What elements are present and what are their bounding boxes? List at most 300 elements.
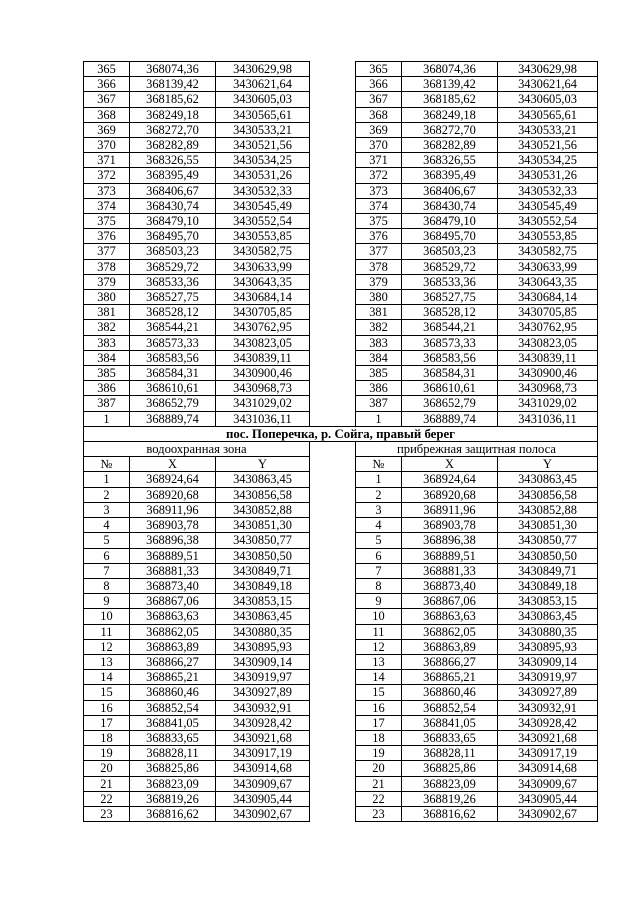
- left-point-number: 12: [84, 639, 130, 654]
- column-gap: [310, 77, 356, 92]
- right-x-coordinate: 368573,33: [402, 335, 498, 350]
- right-y-coordinate: 3430850,77: [498, 533, 598, 548]
- left-x-coordinate: 368074,36: [130, 62, 216, 77]
- left-x-coordinate: 368866,27: [130, 654, 216, 669]
- column-gap: [310, 457, 356, 472]
- right-x-coordinate: 368533,36: [402, 274, 498, 289]
- right-point-number: 22: [356, 791, 402, 806]
- right-x-coordinate: 368527,75: [402, 290, 498, 305]
- table-row: [84, 214, 598, 229]
- left-y-coordinate: 3430582,75: [216, 244, 310, 259]
- right-x-coordinate: 368920,68: [402, 487, 498, 502]
- left-x-coordinate: 368867,06: [130, 594, 216, 609]
- right-point-number: 383: [356, 335, 402, 350]
- right-y-coordinate: 3430633,99: [498, 259, 598, 274]
- column-gap: [310, 578, 356, 593]
- column-gap: [310, 138, 356, 153]
- column-gap: [310, 518, 356, 533]
- left-x-coordinate: 368395,49: [130, 168, 216, 183]
- column-gap: [310, 396, 356, 411]
- table-row: [84, 472, 598, 487]
- left-x-coordinate: 368527,75: [130, 290, 216, 305]
- column-gap: [310, 244, 356, 259]
- column-gap: [310, 411, 356, 426]
- left-point-number: 377: [84, 244, 130, 259]
- right-x-coordinate: 368495,70: [402, 229, 498, 244]
- right-x-coordinate: 368326,55: [402, 153, 498, 168]
- left-y-coordinate: 3430902,67: [216, 806, 310, 821]
- left-zone-title: водоохранная зона: [84, 442, 310, 457]
- table-row: [84, 761, 598, 776]
- right-point-number: 18: [356, 730, 402, 745]
- left-x-coordinate: 368584,31: [130, 366, 216, 381]
- left-x-coordinate: 368272,70: [130, 122, 216, 137]
- left-x-coordinate: 368544,21: [130, 320, 216, 335]
- table-row: [84, 806, 598, 821]
- table-row: [84, 548, 598, 563]
- column-gap: [310, 229, 356, 244]
- left-point-number: 6: [84, 548, 130, 563]
- left-y-coordinate: 3431036,11: [216, 411, 310, 426]
- right-number-header: №: [356, 457, 402, 472]
- right-x-coordinate: 368863,63: [402, 609, 498, 624]
- left-point-number: 1: [84, 472, 130, 487]
- table-row: [84, 776, 598, 791]
- table-row: [84, 518, 598, 533]
- left-y-coordinate: 3430900,46: [216, 366, 310, 381]
- left-x-coordinate: 368865,21: [130, 670, 216, 685]
- left-point-number: 23: [84, 806, 130, 821]
- right-y-coordinate: 3430968,73: [498, 381, 598, 396]
- left-x-coordinate: 368139,42: [130, 77, 216, 92]
- left-y-coordinate: 3430553,85: [216, 229, 310, 244]
- right-y-coordinate: 3430921,68: [498, 730, 598, 745]
- left-point-number: 369: [84, 122, 130, 137]
- left-x-coordinate: 368503,23: [130, 244, 216, 259]
- left-point-number: 367: [84, 92, 130, 107]
- column-gap: [310, 122, 356, 137]
- left-y-coordinate: 3430521,56: [216, 138, 310, 153]
- right-y-coordinate: 3430531,26: [498, 168, 598, 183]
- table-row: [84, 244, 598, 259]
- right-point-number: 15: [356, 685, 402, 700]
- right-x-coordinate: 368074,36: [402, 62, 498, 77]
- left-y-coordinate: 3430762,95: [216, 320, 310, 335]
- left-x-coordinate: 368828,11: [130, 746, 216, 761]
- table-row: [84, 746, 598, 761]
- left-x-coordinate: 368823,09: [130, 776, 216, 791]
- column-gap: [310, 62, 356, 77]
- table-row: [84, 107, 598, 122]
- left-y-coordinate: 3430880,35: [216, 624, 310, 639]
- left-point-number: 380: [84, 290, 130, 305]
- left-x-coordinate: 368652,79: [130, 396, 216, 411]
- left-point-number: 381: [84, 305, 130, 320]
- right-x-coordinate: 368896,38: [402, 533, 498, 548]
- right-y-coordinate: 3430762,95: [498, 320, 598, 335]
- right-point-number: 23: [356, 806, 402, 821]
- table-row: [84, 335, 598, 350]
- right-x-coordinate: 368528,12: [402, 305, 498, 320]
- column-gap: [310, 548, 356, 563]
- right-point-number: 385: [356, 366, 402, 381]
- left-x-coordinate: 368825,86: [130, 761, 216, 776]
- right-zone-title: прибрежная защитная полоса: [356, 442, 598, 457]
- right-x-coordinate: 368841,05: [402, 715, 498, 730]
- column-gap: [310, 791, 356, 806]
- left-y-coordinate: 3430850,77: [216, 533, 310, 548]
- right-point-number: 11: [356, 624, 402, 639]
- table-row: [84, 198, 598, 213]
- left-x-coordinate: 368583,56: [130, 350, 216, 365]
- table-row: [84, 730, 598, 745]
- left-x-coordinate: 368881,33: [130, 563, 216, 578]
- left-y-coordinate: 3430534,25: [216, 153, 310, 168]
- table-row: [84, 670, 598, 685]
- left-x-coordinate: 368816,62: [130, 806, 216, 821]
- left-point-number: 376: [84, 229, 130, 244]
- right-x-coordinate: 368833,65: [402, 730, 498, 745]
- left-y-coordinate: 3430545,49: [216, 198, 310, 213]
- right-point-number: 378: [356, 259, 402, 274]
- left-y-coordinate: 3430909,67: [216, 776, 310, 791]
- column-gap: [310, 685, 356, 700]
- right-y-coordinate: 3430839,11: [498, 350, 598, 365]
- table-row: [84, 594, 598, 609]
- table-row: [84, 350, 598, 365]
- right-y-coordinate: 3430909,14: [498, 654, 598, 669]
- right-point-number: 20: [356, 761, 402, 776]
- right-x-coordinate: 368544,21: [402, 320, 498, 335]
- left-y-coordinate: 3430823,05: [216, 335, 310, 350]
- table-row: [84, 259, 598, 274]
- right-y-coordinate: 3430851,30: [498, 518, 598, 533]
- left-y-coordinate: 3430914,68: [216, 761, 310, 776]
- column-gap: [310, 639, 356, 654]
- right-x-coordinate: 368865,21: [402, 670, 498, 685]
- left-x-coordinate: 368889,51: [130, 548, 216, 563]
- table-row: [84, 290, 598, 305]
- column-gap: [310, 594, 356, 609]
- left-point-number: 13: [84, 654, 130, 669]
- right-x-coordinate: 368823,09: [402, 776, 498, 791]
- column-gap: [310, 305, 356, 320]
- right-y-coordinate: 3430909,67: [498, 776, 598, 791]
- right-point-number: 6: [356, 548, 402, 563]
- table-row: [84, 77, 598, 92]
- right-point-number: 370: [356, 138, 402, 153]
- column-gap: [310, 487, 356, 502]
- right-point-number: 8: [356, 578, 402, 593]
- column-gap: [310, 290, 356, 305]
- right-x-coordinate: 368584,31: [402, 366, 498, 381]
- left-y-coordinate: 3430621,64: [216, 77, 310, 92]
- left-y-coordinate: 3430532,33: [216, 183, 310, 198]
- left-point-number: 9: [84, 594, 130, 609]
- right-x-coordinate: 368924,64: [402, 472, 498, 487]
- left-x-coordinate: 368852,54: [130, 700, 216, 715]
- left-x-coordinate: 368430,74: [130, 198, 216, 213]
- column-gap: [310, 198, 356, 213]
- left-x-coordinate: 368533,36: [130, 274, 216, 289]
- right-y-coordinate: 3430582,75: [498, 244, 598, 259]
- right-x-coordinate: 368529,72: [402, 259, 498, 274]
- table-row: [84, 639, 598, 654]
- right-point-number: 367: [356, 92, 402, 107]
- left-x-coordinate: 368326,55: [130, 153, 216, 168]
- left-point-number: 365: [84, 62, 130, 77]
- left-point-number: 370: [84, 138, 130, 153]
- right-y-coordinate: 3430863,45: [498, 609, 598, 624]
- right-point-number: 366: [356, 77, 402, 92]
- right-y-coordinate: 3430552,54: [498, 214, 598, 229]
- table-row: [84, 229, 598, 244]
- bottom-coordinates-body: [84, 472, 598, 822]
- right-x-coordinate: 368881,33: [402, 563, 498, 578]
- table-row: [84, 654, 598, 669]
- left-point-number: 17: [84, 715, 130, 730]
- right-x-coordinate: 368816,62: [402, 806, 498, 821]
- right-x-coordinate: 368430,74: [402, 198, 498, 213]
- column-gap: [310, 274, 356, 289]
- left-y-coordinate: 3430968,73: [216, 381, 310, 396]
- table-row: [84, 138, 598, 153]
- right-y-coordinate: 3430905,44: [498, 791, 598, 806]
- right-point-number: 10: [356, 609, 402, 624]
- right-point-number: 17: [356, 715, 402, 730]
- table-row: [84, 92, 598, 107]
- left-y-coordinate: 3430605,03: [216, 92, 310, 107]
- right-x-coordinate: 368873,40: [402, 578, 498, 593]
- left-x-coordinate: 368873,40: [130, 578, 216, 593]
- right-x-coordinate: 368863,89: [402, 639, 498, 654]
- left-point-number: 16: [84, 700, 130, 715]
- column-gap: [310, 350, 356, 365]
- left-x-coordinate: 368479,10: [130, 214, 216, 229]
- left-x-coordinate: 368573,33: [130, 335, 216, 350]
- left-x-coordinate: 368529,72: [130, 259, 216, 274]
- table-row: [84, 305, 598, 320]
- right-y-coordinate: 3430545,49: [498, 198, 598, 213]
- right-point-number: 368: [356, 107, 402, 122]
- right-x-coordinate: 368889,51: [402, 548, 498, 563]
- left-y-coordinate: 3430919,97: [216, 670, 310, 685]
- column-gap: [310, 746, 356, 761]
- column-gap: [310, 776, 356, 791]
- right-y-coordinate: 3430643,35: [498, 274, 598, 289]
- coordinates-table: [83, 61, 598, 822]
- right-point-number: 371: [356, 153, 402, 168]
- right-y-coordinate: 3431036,11: [498, 411, 598, 426]
- right-point-number: 374: [356, 198, 402, 213]
- left-point-number: 18: [84, 730, 130, 745]
- right-y-coordinate: 3430849,71: [498, 563, 598, 578]
- right-y-coordinate: 3430895,93: [498, 639, 598, 654]
- column-gap: [310, 183, 356, 198]
- right-y-coordinate: 3430534,25: [498, 153, 598, 168]
- right-x-coordinate: 368406,67: [402, 183, 498, 198]
- right-x-coordinate: 368819,26: [402, 791, 498, 806]
- left-y-coordinate: 3430851,30: [216, 518, 310, 533]
- left-x-coordinate: 368889,74: [130, 411, 216, 426]
- left-x-coordinate: 368495,70: [130, 229, 216, 244]
- left-x-coordinate: 368406,67: [130, 183, 216, 198]
- table-row: [84, 153, 598, 168]
- left-x-coordinate: 368860,46: [130, 685, 216, 700]
- right-point-number: 375: [356, 214, 402, 229]
- left-point-number: 14: [84, 670, 130, 685]
- right-y-coordinate: 3430928,42: [498, 715, 598, 730]
- right-y-coordinate: 3430565,61: [498, 107, 598, 122]
- left-point-number: 8: [84, 578, 130, 593]
- right-point-number: 12: [356, 639, 402, 654]
- right-point-number: 382: [356, 320, 402, 335]
- right-y-coordinate: 3430605,03: [498, 92, 598, 107]
- section-title: пос. Поперечка, р. Сойга, правый берег: [84, 426, 598, 441]
- right-point-number: 7: [356, 563, 402, 578]
- right-point-number: 380: [356, 290, 402, 305]
- column-gap: [310, 168, 356, 183]
- right-y-coordinate: 3431029,02: [498, 396, 598, 411]
- left-y-coordinate: 3430684,14: [216, 290, 310, 305]
- right-x-coordinate: 368503,23: [402, 244, 498, 259]
- left-x-header: X: [130, 457, 216, 472]
- left-x-coordinate: 368911,96: [130, 502, 216, 517]
- left-point-number: 378: [84, 259, 130, 274]
- right-x-coordinate: 368583,56: [402, 350, 498, 365]
- left-point-number: 387: [84, 396, 130, 411]
- column-gap: [310, 730, 356, 745]
- left-y-coordinate: 3430533,21: [216, 122, 310, 137]
- column-gap: [310, 624, 356, 639]
- column-gap: [310, 563, 356, 578]
- left-y-coordinate: 3430856,58: [216, 487, 310, 502]
- column-gap: [310, 654, 356, 669]
- left-point-number: 371: [84, 153, 130, 168]
- right-y-header: Y: [498, 457, 598, 472]
- column-gap: [310, 670, 356, 685]
- left-point-number: 374: [84, 198, 130, 213]
- column-gap: [310, 153, 356, 168]
- left-x-coordinate: 368863,63: [130, 609, 216, 624]
- table-row: [84, 624, 598, 639]
- table-row: [84, 563, 598, 578]
- right-point-number: 377: [356, 244, 402, 259]
- left-y-coordinate: 3430927,89: [216, 685, 310, 700]
- column-gap: [310, 502, 356, 517]
- left-point-number: 1: [84, 411, 130, 426]
- left-number-header: №: [84, 457, 130, 472]
- right-y-coordinate: 3430932,91: [498, 700, 598, 715]
- right-x-coordinate: 368185,62: [402, 92, 498, 107]
- left-y-coordinate: 3430909,14: [216, 654, 310, 669]
- table-row: [84, 122, 598, 137]
- right-y-coordinate: 3430553,85: [498, 229, 598, 244]
- right-point-number: 372: [356, 168, 402, 183]
- top-coordinates-body: [84, 62, 598, 427]
- left-point-number: 368: [84, 107, 130, 122]
- left-x-coordinate: 368528,12: [130, 305, 216, 320]
- right-x-coordinate: 368889,74: [402, 411, 498, 426]
- left-x-coordinate: 368862,05: [130, 624, 216, 639]
- table-row: [84, 578, 598, 593]
- left-x-coordinate: 368841,05: [130, 715, 216, 730]
- left-x-coordinate: 368282,89: [130, 138, 216, 153]
- right-x-coordinate: 368652,79: [402, 396, 498, 411]
- column-gap: [310, 533, 356, 548]
- left-point-number: 379: [84, 274, 130, 289]
- table-row: [84, 320, 598, 335]
- left-y-coordinate: 3430853,15: [216, 594, 310, 609]
- column-gap: [310, 700, 356, 715]
- right-y-coordinate: 3430533,21: [498, 122, 598, 137]
- right-x-coordinate: 368282,89: [402, 138, 498, 153]
- left-x-coordinate: 368924,64: [130, 472, 216, 487]
- column-gap: [310, 381, 356, 396]
- left-point-number: 3: [84, 502, 130, 517]
- right-x-coordinate: 368272,70: [402, 122, 498, 137]
- left-y-coordinate: 3430849,71: [216, 563, 310, 578]
- right-y-coordinate: 3430900,46: [498, 366, 598, 381]
- right-point-number: 1: [356, 411, 402, 426]
- right-x-coordinate: 368825,86: [402, 761, 498, 776]
- left-point-number: 22: [84, 791, 130, 806]
- left-x-coordinate: 368903,78: [130, 518, 216, 533]
- left-y-header: Y: [216, 457, 310, 472]
- left-y-coordinate: 3430839,11: [216, 350, 310, 365]
- right-x-coordinate: 368139,42: [402, 77, 498, 92]
- left-y-coordinate: 3430643,35: [216, 274, 310, 289]
- right-y-coordinate: 3430852,88: [498, 502, 598, 517]
- right-point-number: 5: [356, 533, 402, 548]
- left-y-coordinate: 3430633,99: [216, 259, 310, 274]
- right-point-number: 1: [356, 472, 402, 487]
- right-point-number: 13: [356, 654, 402, 669]
- right-point-number: 369: [356, 122, 402, 137]
- section-title-row: [84, 426, 598, 441]
- left-y-coordinate: 3430863,45: [216, 609, 310, 624]
- left-y-coordinate: 3430895,93: [216, 639, 310, 654]
- left-point-number: 386: [84, 381, 130, 396]
- column-gap: [310, 335, 356, 350]
- right-y-coordinate: 3430849,18: [498, 578, 598, 593]
- table-row: [84, 366, 598, 381]
- right-point-number: 14: [356, 670, 402, 685]
- column-gap: [310, 366, 356, 381]
- left-x-coordinate: 368896,38: [130, 533, 216, 548]
- right-x-coordinate: 368395,49: [402, 168, 498, 183]
- left-y-coordinate: 3430629,98: [216, 62, 310, 77]
- right-point-number: 376: [356, 229, 402, 244]
- right-y-coordinate: 3430914,68: [498, 761, 598, 776]
- column-gap: [310, 107, 356, 122]
- left-point-number: 4: [84, 518, 130, 533]
- left-point-number: 5: [84, 533, 130, 548]
- left-y-coordinate: 3431029,02: [216, 396, 310, 411]
- right-x-coordinate: 368866,27: [402, 654, 498, 669]
- right-point-number: 381: [356, 305, 402, 320]
- table-row: [84, 411, 598, 426]
- left-point-number: 382: [84, 320, 130, 335]
- right-y-coordinate: 3430621,64: [498, 77, 598, 92]
- right-x-header: X: [402, 457, 498, 472]
- table-row: [84, 700, 598, 715]
- column-header-row: [84, 457, 598, 472]
- table-row: [84, 381, 598, 396]
- left-point-number: 20: [84, 761, 130, 776]
- right-x-coordinate: 368860,46: [402, 685, 498, 700]
- left-point-number: 366: [84, 77, 130, 92]
